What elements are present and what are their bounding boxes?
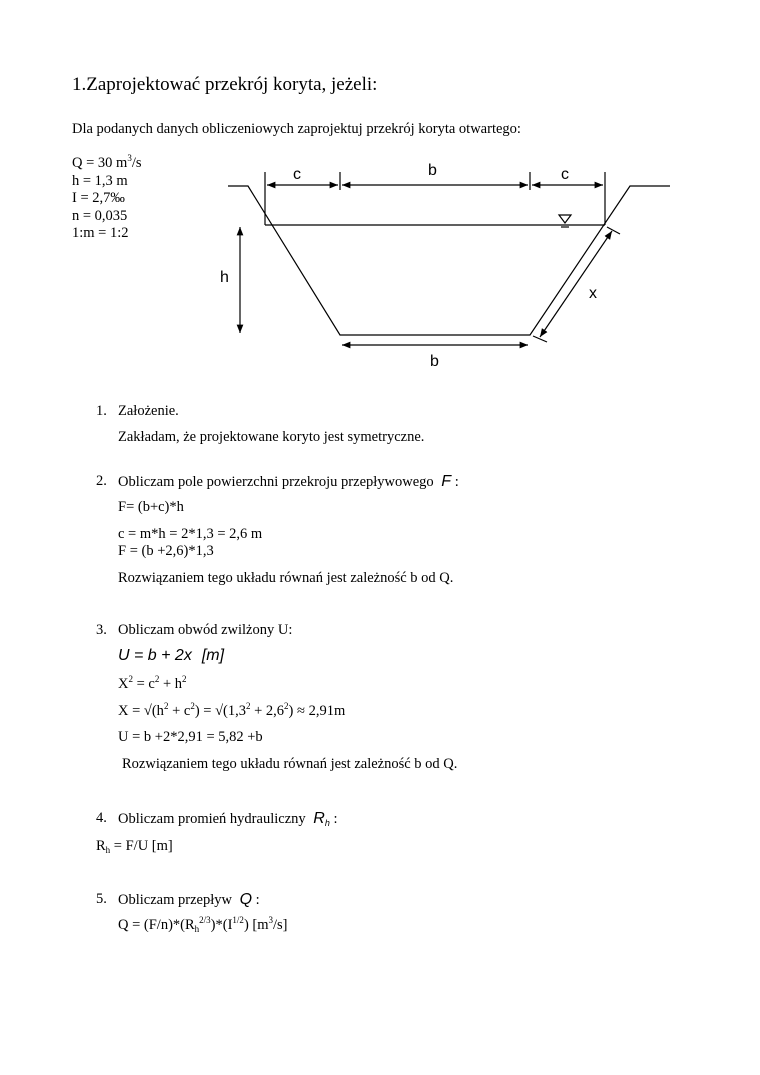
channel-outline <box>228 186 670 335</box>
diagram-label-x: x <box>589 285 597 302</box>
step-4-number: 4. <box>96 810 107 826</box>
step-3-eq-u: U = b +2*2,91 = 5,82 +b <box>118 729 263 745</box>
diagram-label-h: h <box>220 269 229 286</box>
step-2-eq-1: F= (b+c)*h <box>118 499 184 515</box>
step-4-title: Obliczam promień hydrauliczny $R_h$ : <box>118 810 338 828</box>
intro-text: Dla podanych danych obliczeniowych zaprojektuj przekrój koryta otwartego: <box>72 121 521 137</box>
step-5-number: 5. <box>96 891 107 907</box>
step-3-eq-x: $X = √(h^2 + c^2) = √(1,3^2 + 2,6^2) \approx 2,91m$ <box>118 701 346 719</box>
step-3-eq-x2: $X^2 = c^2 + h^2$ <box>118 674 187 692</box>
channel-diagram <box>0 0 760 380</box>
step-3-title: Obliczam obwód zwilżony U: <box>118 622 293 638</box>
step-3-note: Rozwiązaniem tego układu równań jest zależność b od Q. <box>122 756 458 772</box>
step-4-eq: $R_h = F/U$ [m] <box>96 838 173 855</box>
step-3-formula: U = b + 2x [m] <box>118 647 225 664</box>
step-2-number: 2. <box>96 473 107 489</box>
water-level-icon <box>559 215 571 223</box>
step-4-symbol: $R_h$ <box>313 810 330 828</box>
given-m: 1:m = 1:2 <box>72 225 129 241</box>
dim-x <box>540 231 612 337</box>
page-title: 1.Zaprojektować przekrój koryta, jeżeli: <box>72 74 378 95</box>
step-5-title: Obliczam przepływ Q : <box>118 891 260 908</box>
step-5-symbol: Q <box>239 891 253 908</box>
diagram-label-b-bottom: b <box>430 353 439 370</box>
step-2-title: Obliczam pole powierzchni przekroju przepływowego F : <box>118 473 459 490</box>
given-h: h = 1,3 m <box>72 172 128 189</box>
step-1-text: Zakładam, że projektowane koryto jest symetryczne. <box>118 429 425 445</box>
diagram-label-b-top: b <box>428 162 437 179</box>
diagram-label-c-right: c <box>561 166 569 183</box>
step-5-eq: $Q = (F/n)*(R_h^{2/3})*(I^{1/2})$ $[m^3/s]$ <box>118 915 288 934</box>
given-q: Q = 30 $m^3/s$ <box>72 153 142 171</box>
diagram-label-c-left: c <box>293 166 301 183</box>
step-2-symbol: F <box>441 473 452 490</box>
step-1-number: 1. <box>96 403 107 419</box>
given-i: I = 2,7‰ <box>72 190 125 206</box>
step-2-eq-2: c = m*h = 2*1,3 = 2,6 m <box>118 526 263 542</box>
step-2-note: Rozwiązaniem tego układu równań jest zależność b od Q. <box>118 570 454 586</box>
given-n: n = 0,035 <box>72 207 128 224</box>
step-3-number: 3. <box>96 622 107 638</box>
step-2-eq-3: F = (b +2,6)*1,3 <box>118 543 214 559</box>
step-1-title: Założenie. <box>118 403 179 419</box>
